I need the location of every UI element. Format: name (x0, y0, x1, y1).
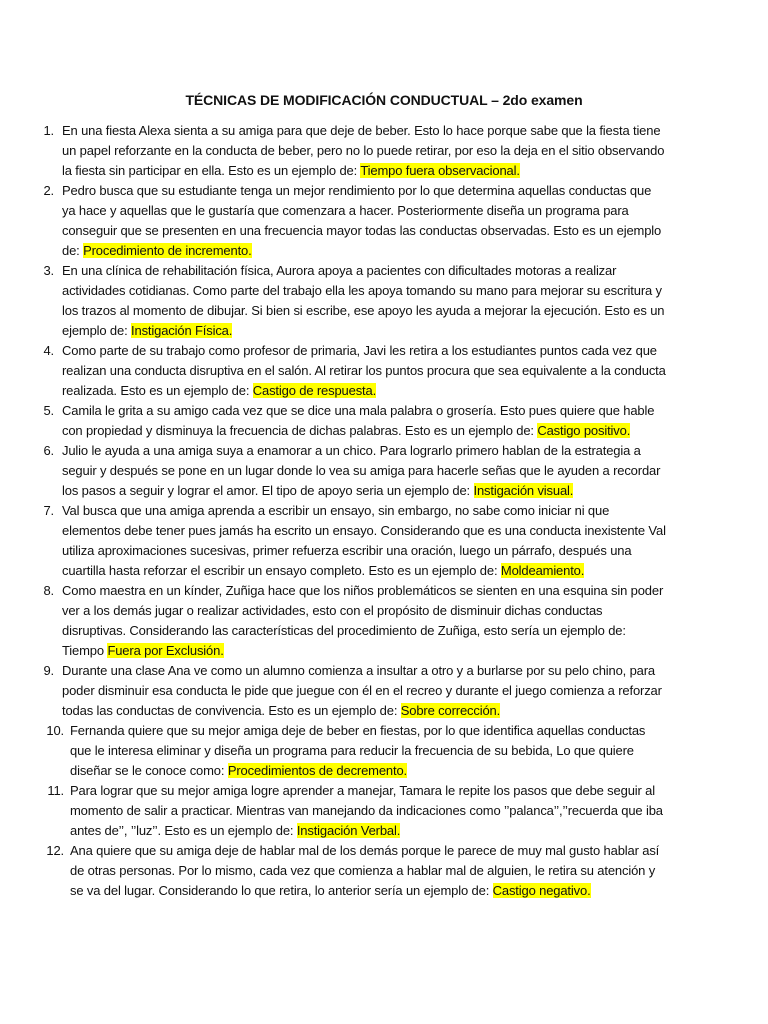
item-text (70, 841, 668, 901)
list-item (32, 441, 668, 501)
highlighted-answer: Instigación Verbal. (296, 823, 401, 838)
question-text: Val busca que una amiga aprenda a escribir un ensayo, sin embargo, no sabe como iniciar ni que elementos debe tener pues jamás ha escrito un ensayo. Considerando que es una conducta inexistente Val utiliza aproximaciones sucesivas, primer refuerza escribir una oración, luego un párrafo, después una cuartilla hasta reforzar el escribir un ensayo completo. Esto es un ejemplo de: (62, 503, 666, 578)
highlighted-answer: Procedimientos de decremento. (227, 763, 408, 778)
list-item (32, 341, 668, 401)
list-item (32, 721, 668, 781)
highlighted-answer: Procedimiento de incremento. (83, 243, 252, 258)
list-item (32, 181, 668, 261)
list-item (32, 661, 668, 721)
highlighted-answer: Sobre corrección. (400, 703, 501, 718)
item-text (62, 261, 668, 341)
item-number: 4. (43, 343, 54, 358)
item-text (62, 501, 668, 581)
highlighted-answer: Fuera por Exclusión. (107, 643, 224, 658)
item-number: 3. (43, 263, 54, 278)
question-text: Como maestra en un kínder, Zuñiga hace que los niños problemáticos se sienten en una esquina sin poder ver a los demás jugar o realizar actividades, esto con el propósito de disminuir dichas conductas disruptivas. Considerando las características del procedimiento de Zuñiga, esto sería un ejemplo de: Tiempo (62, 583, 664, 658)
question-text: Camila le grita a su amigo cada vez que se dice una mala palabra o grosería. Esto pues quiere que hable con propiedad y disminuya la frecuencia de dichas palabras. Esto es un ejemplo de: (62, 403, 655, 438)
question-text: Fernanda quiere que su mejor amiga deje de beber en fiestas, por lo que identifica aquellas conductas que le interesa eliminar y diseña un programa para reducir la frecuencia de su bebida, Lo que quiere diseñar se le conoce como: (70, 723, 646, 778)
item-text (70, 781, 668, 841)
item-text (62, 341, 668, 401)
item-number: 11. (47, 783, 64, 798)
item-number: 12. (46, 843, 64, 858)
list-item (32, 401, 668, 441)
item-number: 5. (43, 403, 54, 418)
question-text: Pedro busca que su estudiante tenga un mejor rendimiento por lo que determina aquellas conductas que ya hace y aquellas que le gustaría que comenzara a hacer. Posteriormente diseña un programa para conseguir que se presenten en una frecuencia mayor todas las conductas observadas. Esto es un ejemplo de: (62, 183, 662, 258)
question-text: En una fiesta Alexa sienta a su amiga para que deje de beber. Esto lo hace porque sabe que la fiesta tiene un papel reforzante en la conducta de beber, pero no lo puede retirar, por eso la deja en el sitio observando la fiesta sin participar en ella. Esto es un ejemplo de: (62, 123, 665, 178)
list-item (32, 781, 668, 841)
question-text: En una clínica de rehabilitación física, Aurora apoya a pacientes con dificultades motoras a realizar actividades cotidianas. Como parte del trabajo ella les apoya tomando su mano para mejorar su escritura y los trazos al momento de dibujar. Si bien si escribe, ese apoyo les ayuda a mejorar la ejecución. Esto es un ejemplo de: (62, 263, 665, 338)
item-text (62, 441, 668, 501)
item-text (62, 401, 668, 441)
question-text: Para lograr que su mejor amiga logre aprender a manejar, Tamara le repite los pasos que debe seguir al momento de salir a practicar. Mientras van manejando da indicaciones como ’’palanca’’,’’recuerda que iba antes de’’, ’’luz’’. Esto es un ejemplo de: (70, 783, 663, 838)
highlighted-answer: Instigación visual. (473, 483, 574, 498)
list-item (32, 261, 668, 341)
item-text (70, 721, 668, 781)
highlighted-answer: Tiempo fuera observacional. (360, 163, 520, 178)
item-number: 10. (46, 723, 64, 738)
item-number: 6. (43, 443, 54, 458)
highlighted-answer: Instigación Física. (131, 323, 233, 338)
question-text: Como parte de su trabajo como profesor de primaria, Javi les retira a los estudiantes puntos cada vez que realizan una conducta disruptiva en el salón. Al retirar los puntos procura que sea equivalente a la conducta realizada. Esto es un ejemplo de: (62, 343, 666, 398)
highlighted-answer: Castigo de respuesta. (252, 383, 377, 398)
highlighted-answer: Moldeamiento. (500, 563, 585, 578)
highlighted-answer: Castigo positivo. (537, 423, 631, 438)
item-text (62, 581, 668, 661)
item-text (62, 661, 668, 721)
item-number: 8. (43, 583, 54, 598)
question-text: Julio le ayuda a una amiga suya a enamorar a un chico. Para lograrlo primero hablan de la estrategia a seguir y después se pone en un lugar donde lo vea su amiga para hacerle señas que le ayuden a recordar los pasos a seguir y lograr el amor. El tipo de apoyo seria un ejemplo de: (62, 443, 661, 498)
question-list (32, 121, 668, 901)
question-text: Durante una clase Ana ve como un alumno comienza a insultar a otro y a burlarse por su pelo chino, para poder disminuir esa conducta le pide que juegue con él en el recreo y durante el juego comienza a reforzar todas las conductas de convivencia. Esto es un ejemplo de: (62, 663, 662, 718)
list-item (32, 501, 668, 581)
item-number: 2. (43, 183, 54, 198)
list-item (32, 841, 668, 901)
item-number: 7. (43, 503, 54, 518)
item-text (62, 181, 668, 261)
item-number: 9. (43, 663, 54, 678)
item-text (62, 121, 668, 181)
list-item (32, 121, 668, 181)
page-title: TÉCNICAS DE MODIFICACIÓN CONDUCTUAL – 2do examen (185, 92, 583, 108)
item-number: 1. (43, 123, 54, 138)
question-text: Ana quiere que su amiga deje de hablar mal de los demás porque le parece de muy mal gusto hablar así de otras personas. Por lo mismo, cada vez que comienza a hablar mal de alguien, le retira su atención y se va del lugar. Considerando lo que retira, lo anterior sería un ejemplo de: (70, 843, 660, 898)
highlighted-answer: Castigo negativo. (492, 883, 591, 898)
list-item (32, 581, 668, 661)
